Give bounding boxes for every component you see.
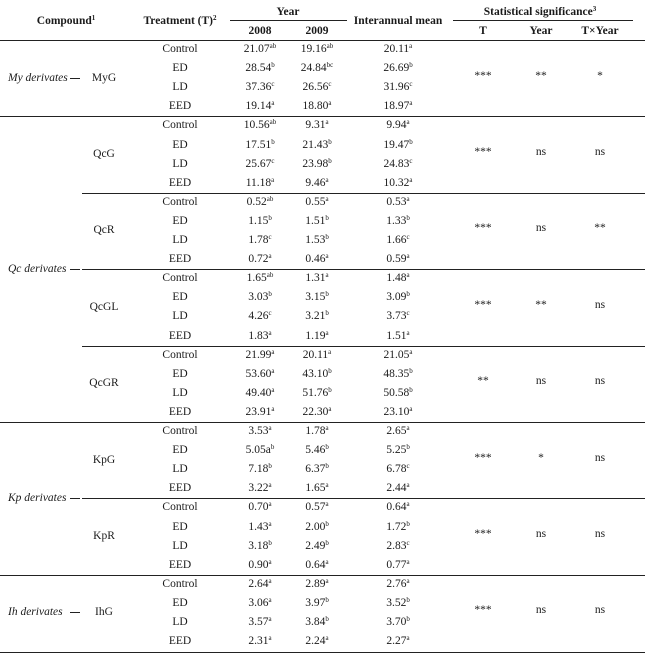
- sig-year: ns: [535, 222, 547, 235]
- subgroup-name: QcGR: [89, 377, 119, 390]
- value-2008: 25.67$^c$: [245, 156, 275, 170]
- treatment-cell: Control: [162, 272, 198, 285]
- treatment-cell: EED: [168, 635, 192, 648]
- statsig-header-underline: [453, 20, 633, 21]
- treatment-cell: Control: [162, 577, 198, 590]
- treatment-cell: LD: [172, 463, 188, 476]
- value-2008: 0.72$^a$: [248, 252, 272, 266]
- sig-t-by-year: ns: [594, 146, 606, 159]
- sig-t: ***: [474, 451, 492, 464]
- treatment-cell: LD: [172, 539, 188, 552]
- header-treatment: Treatment $(T)^2$: [143, 14, 217, 27]
- value-interannual-mean: 3.73$^c$: [386, 309, 410, 323]
- value-2009: 3.15$^b$: [305, 290, 329, 304]
- value-2008: 0.90$^a$: [248, 557, 272, 571]
- subgroup-divider: [82, 193, 645, 194]
- treatment-cell: EED: [168, 253, 192, 266]
- subgroup-name: QcG: [93, 148, 115, 161]
- value-interannual-mean: 2.44$^a$: [386, 481, 410, 495]
- value-interannual-mean: 10.32$^a$: [383, 175, 413, 189]
- value-2009: 43.10$^b$: [302, 366, 332, 380]
- sig-year: ns: [535, 375, 547, 388]
- value-2008: 3.06$^a$: [248, 595, 272, 609]
- value-interannual-mean: 1.33$^b$: [386, 213, 410, 227]
- header-bottom-rule: [0, 40, 645, 41]
- sig-year: ns: [535, 528, 547, 541]
- value-interannual-mean: 3.52$^b$: [386, 595, 410, 609]
- subgroup-name: QcR: [93, 224, 115, 237]
- value-2009: 26.56$^c$: [302, 80, 332, 94]
- compound-group-name: Kp derivates: [8, 491, 67, 504]
- treatment-cell: Control: [162, 43, 198, 55]
- treatment-cell: LD: [172, 234, 188, 246]
- value-2008: 17.51$^b$: [245, 137, 275, 151]
- value-interannual-mean: 5.25$^b$: [386, 443, 410, 457]
- treatment-cell: EED: [168, 405, 192, 418]
- value-2009: 1.78$^a$: [305, 424, 329, 437]
- value-interannual-mean: 1.51$^a$: [386, 328, 410, 342]
- value-interannual-mean: 20.11$^a$: [383, 42, 413, 55]
- sig-t: ***: [474, 604, 492, 617]
- value-2008: 3.18$^b$: [248, 538, 272, 552]
- compound-group-name: Qc derivates: [8, 262, 67, 275]
- value-2008: 28.54$^b$: [245, 61, 275, 75]
- sig-t-by-year: ns: [594, 451, 606, 464]
- value-interannual-mean: 2.27$^a$: [386, 634, 410, 648]
- value-2009: 21.43$^b$: [302, 137, 332, 151]
- value-2008: 21.07$^{ab}$: [243, 42, 277, 55]
- sig-year: **: [535, 298, 547, 311]
- value-2009: 0.64$^a$: [305, 557, 329, 571]
- treatment-cell: ED: [172, 596, 188, 609]
- value-2009: 0.57$^a$: [305, 500, 329, 514]
- subgroup-name: QcGL: [89, 300, 119, 313]
- header-interannual-mean: Interannual mean: [353, 15, 443, 27]
- value-2009: 24.84$^{bc}$: [300, 61, 334, 75]
- value-2008: 3.57$^a$: [248, 615, 272, 628]
- value-interannual-mean: 23.10$^a$: [383, 404, 413, 418]
- value-2009: 2.89$^a$: [305, 576, 329, 590]
- group-name-connector: [70, 78, 80, 79]
- value-2008: 23.91$^a$: [245, 404, 275, 418]
- treatment-cell: Control: [162, 501, 198, 514]
- treatment-cell: ED: [172, 520, 188, 533]
- value-interannual-mean: 2.65$^a$: [386, 424, 410, 437]
- sig-t: ***: [474, 528, 492, 541]
- year-header-underline: [230, 20, 347, 21]
- value-interannual-mean: 48.35$^b$: [383, 366, 413, 380]
- value-interannual-mean: 26.69$^b$: [383, 61, 413, 75]
- value-2008: 2.31$^a$: [248, 634, 272, 648]
- value-2008: 53.60$^a$: [245, 366, 275, 380]
- value-2008: 49.40$^a$: [245, 385, 275, 399]
- treatment-cell: LD: [172, 310, 188, 323]
- treatment-cell: EED: [168, 100, 192, 113]
- sig-t-by-year: ns: [594, 298, 606, 311]
- treatment-cell: Control: [162, 195, 198, 208]
- header-t: T: [479, 25, 487, 37]
- sig-t-by-year: ns: [594, 604, 606, 617]
- value-2009: 1.65$^a$: [305, 481, 329, 495]
- value-2008: 4.26$^c$: [248, 309, 272, 323]
- value-2008: 3.03$^b$: [248, 290, 272, 304]
- value-2008: $5.05a^b$: [245, 443, 275, 457]
- sig-year: **: [535, 69, 547, 82]
- value-2009: 23.98$^b$: [302, 156, 332, 170]
- treatment-cell: ED: [172, 214, 188, 227]
- compound-group-name: Ih derivates: [8, 606, 63, 619]
- value-2009: 2.49$^b$: [305, 538, 329, 552]
- treatment-cell: ED: [172, 367, 188, 380]
- header-2008: 2008: [248, 25, 272, 37]
- value-interannual-mean: 0.64$^a$: [386, 500, 410, 514]
- group-name-connector: [70, 269, 80, 270]
- value-2008: 37.36$^c$: [245, 80, 275, 94]
- value-2009: 6.37$^b$: [305, 462, 329, 476]
- value-2009: 5.46$^b$: [305, 443, 329, 457]
- subgroup-name: KpG: [92, 453, 116, 466]
- header-year: Year: [276, 6, 300, 18]
- value-2009: 51.76$^b$: [302, 385, 332, 399]
- value-2009: 18.80$^a$: [302, 99, 332, 113]
- value-interannual-mean: 0.53$^a$: [386, 194, 410, 208]
- value-2009: 1.31$^a$: [305, 271, 329, 285]
- value-2008: 1.43$^a$: [248, 519, 272, 533]
- value-interannual-mean: 1.72$^b$: [386, 519, 410, 533]
- sig-t-by-year: ns: [594, 375, 606, 388]
- value-interannual-mean: 6.78$^c$: [386, 462, 410, 476]
- value-2008: 3.53$^a$: [248, 424, 272, 437]
- value-interannual-mean: 0.59$^a$: [386, 252, 410, 266]
- sig-t-by-year: *: [597, 69, 603, 82]
- group-name-connector: [70, 498, 80, 499]
- value-interannual-mean: 18.97$^a$: [383, 99, 413, 113]
- value-2008: 1.65$^{ab}$: [246, 271, 274, 285]
- treatment-cell: Control: [162, 119, 198, 132]
- value-interannual-mean: 31.96$^c$: [383, 80, 413, 94]
- sig-t: ***: [474, 69, 492, 82]
- group-name-connector: [70, 612, 80, 613]
- header-statistical-significance: Statistical significance$^3$: [483, 5, 597, 18]
- treatment-cell: EED: [168, 482, 192, 495]
- header-year-effect: Year: [529, 25, 553, 37]
- value-2009: 1.51$^b$: [305, 213, 329, 227]
- value-2009: 3.84$^b$: [305, 615, 329, 628]
- treatment-cell: EED: [168, 329, 192, 342]
- value-2009: 20.11$^a$: [302, 347, 332, 361]
- subgroup-divider: [82, 498, 645, 499]
- value-2009: 2.00$^b$: [305, 519, 329, 533]
- value-2008: 11.18$^a$: [245, 175, 275, 189]
- value-interannual-mean: 3.70$^b$: [386, 615, 410, 628]
- sig-t: **: [477, 375, 489, 388]
- treatment-cell: ED: [172, 291, 188, 304]
- value-2009: 3.97$^b$: [305, 595, 329, 609]
- value-interannual-mean: 50.58$^b$: [383, 385, 413, 399]
- value-2009: 19.16$^{ab}$: [300, 42, 334, 55]
- value-interannual-mean: 9.94$^a$: [386, 118, 410, 132]
- group-divider: [0, 422, 645, 423]
- value-2008: 1.83$^a$: [248, 328, 272, 342]
- header-2009: 2009: [305, 25, 329, 37]
- sig-t: ***: [474, 222, 492, 235]
- sig-year: ns: [535, 604, 547, 617]
- value-interannual-mean: 2.83$^c$: [386, 538, 410, 552]
- sig-t: ***: [474, 146, 492, 159]
- treatment-cell: EED: [168, 558, 192, 571]
- header-t-by-year: T×Year: [581, 25, 619, 37]
- treatment-cell: ED: [172, 444, 188, 457]
- treatment-cell: LD: [172, 157, 188, 170]
- value-2008: 1.78$^c$: [248, 233, 272, 246]
- header-compound: Compound$^1$: [36, 14, 96, 27]
- value-2008: 21.99$^a$: [245, 347, 275, 361]
- value-2009: 9.31$^a$: [305, 118, 329, 132]
- compound-group-name: My derivates: [8, 71, 68, 84]
- treatment-cell: LD: [172, 616, 188, 628]
- value-2009: 0.46$^a$: [305, 252, 329, 266]
- value-2009: 3.21$^b$: [305, 309, 329, 323]
- value-2009: 1.19$^a$: [305, 328, 329, 342]
- value-2008: 7.18$^b$: [248, 462, 272, 476]
- value-interannual-mean: 3.09$^b$: [386, 290, 410, 304]
- subgroup-name: IhG: [95, 606, 113, 619]
- treatment-cell: ED: [172, 138, 188, 151]
- treatment-cell: Control: [162, 348, 198, 361]
- subgroup-name: MyG: [91, 71, 117, 84]
- value-2009: 2.24$^a$: [305, 634, 329, 648]
- value-interannual-mean: 1.66$^c$: [386, 233, 410, 246]
- value-interannual-mean: 0.77$^a$: [386, 557, 410, 571]
- sig-t: ***: [474, 298, 492, 311]
- sig-year: ns: [535, 146, 547, 159]
- value-interannual-mean: 24.83$^c$: [383, 156, 413, 170]
- value-interannual-mean: 21.05$^a$: [383, 347, 413, 361]
- value-interannual-mean: 2.76$^a$: [386, 576, 410, 590]
- treatment-cell: LD: [172, 386, 188, 399]
- value-2008: 1.15$^b$: [248, 213, 272, 227]
- sig-t-by-year: **: [594, 222, 606, 235]
- subgroup-divider: [82, 269, 645, 270]
- subgroup-name: KpR: [93, 530, 115, 543]
- treatment-cell: EED: [168, 176, 192, 189]
- value-2008: 19.14$^a$: [245, 99, 275, 113]
- sig-t-by-year: ns: [594, 528, 606, 541]
- value-2009: 0.55$^a$: [305, 194, 329, 208]
- value-2009: 22.30$^a$: [302, 404, 332, 418]
- value-2008: 0.70$^a$: [248, 500, 272, 514]
- value-interannual-mean: 1.48$^a$: [386, 271, 410, 285]
- group-divider: [0, 575, 645, 576]
- sig-year: *: [538, 451, 544, 464]
- value-2009: 9.46$^a$: [305, 175, 329, 189]
- value-2008: 3.22$^a$: [248, 481, 272, 495]
- value-2008: 10.56$^{ab}$: [243, 118, 277, 132]
- treatment-cell: LD: [172, 81, 188, 94]
- subgroup-divider: [82, 346, 645, 347]
- group-divider: [0, 116, 645, 117]
- treatment-cell: ED: [172, 62, 188, 75]
- value-2008: 2.64$^a$: [248, 576, 272, 590]
- table-bottom-rule: [0, 652, 645, 653]
- value-interannual-mean: 19.47$^b$: [383, 137, 413, 151]
- value-2009: 1.53$^b$: [305, 233, 329, 246]
- value-2008: 0.52$^{ab}$: [246, 194, 274, 208]
- treatment-cell: Control: [162, 425, 198, 437]
